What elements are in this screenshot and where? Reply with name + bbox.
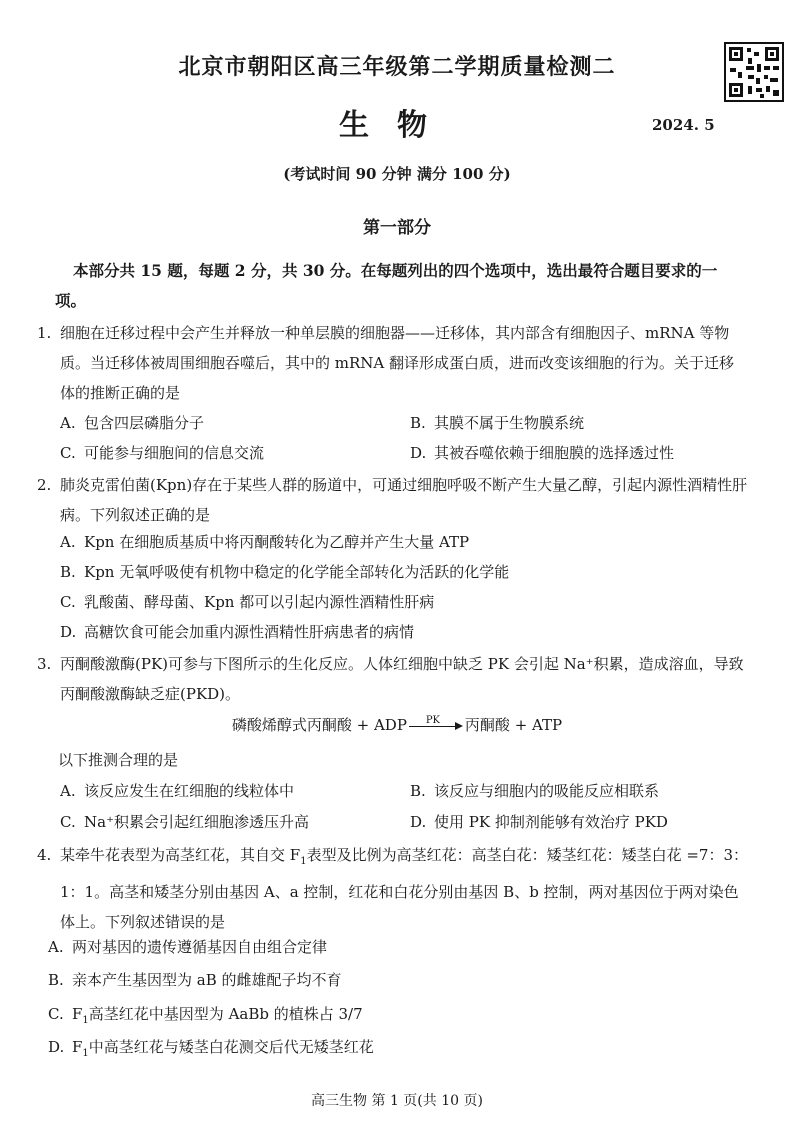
option-text: 中高茎红花与矮茎白花测交后代无矮茎红花 bbox=[88, 1038, 374, 1056]
option-prefix: F bbox=[72, 1005, 83, 1023]
subscript: 1 bbox=[82, 1015, 89, 1026]
reaction-arrow-icon bbox=[409, 715, 463, 733]
option-label: B. bbox=[410, 782, 426, 800]
stem-part: 某牵牛花表型为高茎红花，其自交 F bbox=[60, 846, 301, 864]
option-text: 高糖饮食可能会加重内源性酒精性肝病患者的病情 bbox=[84, 623, 415, 641]
question-3-stem bbox=[37, 649, 749, 703]
option-label: B. bbox=[60, 563, 76, 581]
option-text: 其膜不属于生物膜系统 bbox=[434, 414, 585, 432]
equation-products: 丙酮酸 + ATP bbox=[464, 716, 563, 734]
option-text: 乳酸菌、酵母菌、Kpn 都可以引起内源性酒精性肝病 bbox=[84, 593, 435, 611]
page-footer: 高三生物 第 1 页(共 10 页) bbox=[311, 1093, 483, 1109]
option-label: A. bbox=[60, 782, 76, 800]
option-text: 其被吞噬依赖于细胞膜的选择透过性 bbox=[434, 444, 675, 462]
option-text: Kpn 在细胞质基质中将丙酮酸转化为乙醇并产生大量 ATP bbox=[84, 533, 470, 551]
option-label: A. bbox=[60, 414, 76, 432]
option-prefix: F bbox=[72, 1038, 83, 1056]
exam-date: 2024. 5 bbox=[652, 116, 715, 134]
question-3-option-b[interactable] bbox=[410, 776, 659, 806]
question-1-stem bbox=[37, 318, 749, 402]
option-text: 包含四层磷脂分子 bbox=[84, 414, 205, 432]
option-label: A. bbox=[48, 938, 64, 956]
question-2-option-c[interactable] bbox=[60, 587, 434, 617]
option-text: 该反应发生在红细胞的线粒体中 bbox=[84, 782, 295, 800]
subject-title: 生物 bbox=[339, 108, 455, 143]
question-text bbox=[60, 840, 748, 937]
option-text: 高茎红花中基因型为 AaBb 的植株占 3/7 bbox=[88, 1005, 363, 1023]
question-1-option-a[interactable] bbox=[60, 408, 204, 438]
stem-part: 表型及比例为高茎红花：高茎白花：矮茎红花：矮茎白花 =7：3：1：1。高茎和矮茎分别由基因 A、a 控制，红花和白花分别由基因 B、b 控制，两对基因位于两对染色体上。下列叙述 bbox=[60, 846, 748, 931]
part-title: 第一部分 bbox=[363, 218, 431, 238]
option-label: B. bbox=[48, 971, 64, 989]
question-4-option-c[interactable] bbox=[48, 999, 363, 1036]
question-2-option-d[interactable] bbox=[60, 617, 414, 647]
question-3-lead: 以下推测合理的是 bbox=[58, 751, 179, 769]
question-3-option-d[interactable] bbox=[410, 807, 668, 837]
part-instructions: 本部分共 15 题，每题 2 分，共 30 分。在每题列出的四个选项中，选出最符合题目要求的一项。 bbox=[55, 261, 718, 310]
option-label: D. bbox=[410, 444, 427, 462]
question-4-option-a[interactable] bbox=[48, 932, 327, 962]
subscript: 1 bbox=[82, 1048, 89, 1059]
question-4-stem bbox=[37, 840, 749, 931]
question-2-option-b[interactable] bbox=[60, 557, 509, 587]
question-2-stem bbox=[37, 470, 749, 524]
option-text: Na⁺积累会引起红细胞渗透压升高 bbox=[84, 813, 309, 831]
question-text: 细胞在迁移过程中会产生并释放一种单层膜的细胞器——迁移体，其内部含有细胞因子、mRNA 等物质。当迁移体被周围细胞吞噬后，其中的 mRNA 翻译形成蛋白质，进而改变该细胞的行为。关于迁移体的推断正确的是 bbox=[60, 324, 735, 402]
option-label: A. bbox=[60, 533, 76, 551]
emphasis-word: 错误 · · bbox=[165, 913, 195, 931]
question-number: 3. bbox=[37, 655, 52, 673]
option-text: 可能参与细胞间的信息交流 bbox=[84, 444, 265, 462]
question-text: 丙酮酸激酶(PK)可参与下图所示的生化反应。人体红细胞中缺乏 PK 会引起 Na⁺积累，造成溶血，导致丙酮酸激酶缺乏症(PKD)。 bbox=[60, 655, 744, 703]
option-label: D. bbox=[410, 813, 427, 831]
option-label: C. bbox=[60, 444, 76, 462]
question-1-option-c[interactable] bbox=[60, 438, 264, 468]
question-number: 1. bbox=[37, 324, 52, 342]
question-1-option-b[interactable] bbox=[410, 408, 584, 438]
option-text: 亲本产生基因型为 aB 的雌雄配子均不育 bbox=[72, 971, 342, 989]
equation-reactants: 磷酸烯醇式丙酮酸 + ADP bbox=[231, 716, 407, 734]
option-label: C. bbox=[48, 1005, 64, 1023]
reaction-equation bbox=[0, 713, 794, 737]
question-1-option-d[interactable] bbox=[410, 438, 674, 468]
option-label: D. bbox=[60, 623, 77, 641]
subscript: 1 bbox=[300, 856, 307, 867]
option-text: 使用 PK 抑制剂能够有效治疗 PKD bbox=[434, 813, 668, 831]
question-3-option-a[interactable] bbox=[60, 776, 294, 806]
option-text: 该反应与细胞内的吸能反应相联系 bbox=[434, 782, 660, 800]
question-number: 4. bbox=[37, 846, 52, 864]
exam-title: 北京市朝阳区高三年级第二学期质量检测二 bbox=[178, 54, 616, 80]
question-text: 肺炎克雷伯菌(Kpn)存在于某些人群的肠道中，可通过细胞呼吸不断产生大量乙醇，引起内源性酒精性肝病。下列叙述正确的是 bbox=[60, 476, 748, 524]
option-label: C. bbox=[60, 593, 76, 611]
question-4-option-d[interactable] bbox=[48, 1032, 374, 1069]
option-text: Kpn 无氧呼吸使有机物中稳定的化学能全部转化为活跃的化学能 bbox=[84, 563, 510, 581]
question-2-option-a[interactable] bbox=[60, 527, 469, 557]
stem-part: 的是 bbox=[195, 913, 226, 931]
option-label: D. bbox=[48, 1038, 65, 1056]
option-label: C. bbox=[60, 813, 76, 831]
qr-code-icon bbox=[724, 42, 784, 102]
question-4-option-b[interactable] bbox=[48, 965, 342, 995]
question-number: 2. bbox=[37, 476, 52, 494]
enzyme-label: PK bbox=[425, 715, 441, 726]
exam-time-score: (考试时间 90 分钟 满分 100 分) bbox=[283, 165, 511, 183]
question-3-option-c[interactable] bbox=[60, 807, 309, 837]
option-label: B. bbox=[410, 414, 426, 432]
option-text: 两对基因的遗传遵循基因自由组合定律 bbox=[72, 938, 328, 956]
